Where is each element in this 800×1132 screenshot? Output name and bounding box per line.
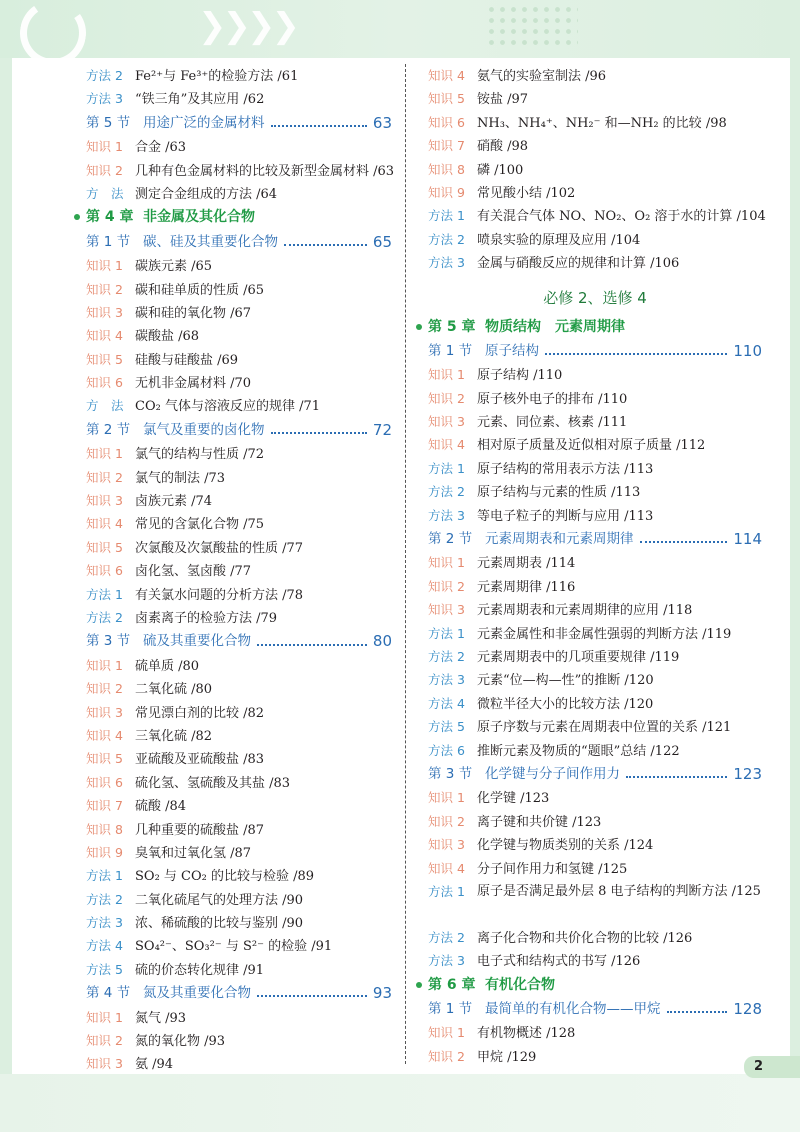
leader-dots <box>626 776 727 778</box>
item-label: 方法 1 <box>428 208 465 224</box>
item-label: 方法 3 <box>428 672 465 688</box>
toc-section[interactable] <box>428 339 762 363</box>
item-text: 元素周期表 /114 <box>477 556 576 572</box>
toc-item[interactable] <box>428 433 762 456</box>
item-text: 常见酸小结 /102 <box>477 185 576 201</box>
section-page: 63 <box>372 113 392 132</box>
item-text: 碳和硅单质的性质 /65 <box>135 282 265 298</box>
toc-item[interactable] <box>86 606 392 629</box>
item-text: 化学键与物质类别的关系 /124 <box>477 838 654 854</box>
toc-item[interactable] <box>86 254 392 277</box>
item-text: 氯气的制法 /73 <box>135 470 226 486</box>
part-heading: 必修 2、选修 4 <box>543 288 647 307</box>
item-text: 离子化合物和共价化合物的比较 /126 <box>477 930 693 946</box>
toc-item[interactable] <box>86 1052 392 1075</box>
item-label: 方法 3 <box>428 953 465 969</box>
toc-item[interactable] <box>86 654 392 677</box>
item-label: 知识 4 <box>428 437 465 453</box>
item-text: 元素、同位素、核素 /111 <box>477 415 628 431</box>
section-page: 93 <box>372 984 392 1003</box>
item-label: 知识 3 <box>428 602 465 618</box>
toc-item[interactable] <box>86 818 392 841</box>
toc-item[interactable] <box>428 87 762 110</box>
item-label: 知识 1 <box>428 1025 465 1041</box>
item-text: 卤化氢、氢卤酸 /77 <box>135 564 252 580</box>
toc-item[interactable] <box>86 394 392 417</box>
item-text: 卤素离子的检验方法 /79 <box>135 610 278 626</box>
toc-item[interactable] <box>86 1006 392 1029</box>
toc-item[interactable] <box>86 536 392 559</box>
chapter-number: 第 5 章 <box>428 318 476 335</box>
chapter-number: 第 4 章 <box>86 209 134 226</box>
section-title: 原子结构 <box>485 342 539 359</box>
leader-dots <box>271 432 367 434</box>
item-label: 方法 5 <box>86 961 123 977</box>
bottom-border <box>0 1074 800 1132</box>
toc-item[interactable] <box>86 864 392 887</box>
column-divider <box>405 64 406 1064</box>
item-label: 方法 3 <box>86 915 123 931</box>
toc-item[interactable] <box>428 457 762 480</box>
item-text: 硫化氢、氢硫酸及其盐 /83 <box>135 775 291 791</box>
leader-dots <box>271 125 367 127</box>
toc-item[interactable] <box>86 64 392 87</box>
toc-item[interactable] <box>428 1045 762 1068</box>
toc-section[interactable] <box>428 997 762 1021</box>
item-text: 原子结构的常用表示方法 /113 <box>477 461 654 477</box>
toc-section[interactable] <box>86 981 392 1005</box>
item-label: 知识 7 <box>428 138 465 154</box>
toc-item[interactable] <box>428 204 766 227</box>
item-text: 有关氯水问题的分析方法 /78 <box>135 587 304 603</box>
item-text: 三氧化硫 /82 <box>135 728 213 744</box>
item-label: 知识 5 <box>86 539 123 555</box>
item-label: 方法 3 <box>428 255 465 271</box>
toc-item[interactable] <box>428 363 762 386</box>
toc-item[interactable] <box>86 559 392 582</box>
item-label: 知识 1 <box>428 555 465 571</box>
toc-left-column <box>86 64 395 1076</box>
toc-item[interactable] <box>86 348 392 371</box>
toc-section[interactable] <box>86 230 392 254</box>
item-label: 方法 2 <box>86 609 123 625</box>
item-text: 常见的含氯化合物 /75 <box>135 517 265 533</box>
item-text: 元素周期表中的几项重要规律 /119 <box>477 649 680 665</box>
item-label: 知识 2 <box>428 1048 465 1064</box>
toc-item[interactable] <box>86 701 392 724</box>
toc-item[interactable] <box>428 598 762 621</box>
toc-item[interactable] <box>86 794 392 817</box>
item-text: 有关混合气体 NO、NO₂、O₂ 溶于水的计算 /104 <box>477 209 766 225</box>
section-page: 123 <box>733 764 762 783</box>
item-text: 二氧化硫尾气的处理方法 /90 <box>135 892 304 908</box>
section-page: 80 <box>372 632 392 651</box>
leader-dots <box>257 995 367 997</box>
toc-item[interactable] <box>86 911 392 934</box>
item-text: Fe²⁺与 Fe³⁺的检验方法 /61 <box>135 69 299 84</box>
chapter-number: 第 6 章 <box>428 976 476 993</box>
section-page: 128 <box>733 1000 762 1019</box>
section-title: 用途广泛的金属材料 <box>143 114 265 131</box>
item-label: 知识 1 <box>428 367 465 383</box>
toc-item[interactable] <box>428 134 762 157</box>
toc-item[interactable] <box>86 489 392 512</box>
item-text: 硝酸 /98 <box>477 139 529 155</box>
toc-item[interactable] <box>86 583 392 606</box>
item-label: 知识 1 <box>86 258 123 274</box>
item-text: 二氧化硫 /80 <box>135 682 213 698</box>
item-label: 知识 4 <box>86 727 123 743</box>
toc-section[interactable] <box>86 111 392 135</box>
section-title: 化学键与分子间作用力 <box>485 765 620 782</box>
item-text: 硅酸与硅酸盐 /69 <box>135 352 239 368</box>
item-label: 知识 5 <box>428 91 465 107</box>
item-text: 离子键和共价键 /123 <box>477 814 602 830</box>
item-label: 知识 6 <box>428 114 465 130</box>
item-text: 臭氧和过氧化氢 /87 <box>135 845 252 861</box>
item-text: 原子序数与元素在周期表中位置的关系 /121 <box>477 720 732 736</box>
toc-item[interactable] <box>86 87 392 110</box>
item-text: 氯气的结构与性质 /72 <box>135 447 265 463</box>
toc-item[interactable] <box>428 668 762 691</box>
item-label: 方法 1 <box>428 460 465 476</box>
item-label: 知识 7 <box>86 798 123 814</box>
toc-right-column <box>428 64 766 1068</box>
item-label: 知识 2 <box>86 469 123 485</box>
item-label: 方 法 <box>86 398 124 414</box>
toc-item[interactable] <box>428 551 762 574</box>
section-title: 硫及其重要化合物 <box>143 633 251 650</box>
item-text: 碳和硅的氧化物 /67 <box>135 305 252 321</box>
item-text: 氮气 /93 <box>135 1010 187 1026</box>
section-number: 第 1 节 <box>86 233 131 250</box>
toc-item[interactable] <box>86 182 392 205</box>
section-number: 第 1 节 <box>428 1001 473 1018</box>
item-label: 知识 9 <box>428 184 465 200</box>
item-label: 知识 3 <box>428 837 465 853</box>
toc-item[interactable] <box>86 324 392 347</box>
toc-item[interactable] <box>86 371 392 394</box>
toc-item[interactable] <box>86 958 392 981</box>
item-text: 元素“位—构—性”的推断 /120 <box>477 673 654 689</box>
item-label: 知识 1 <box>428 790 465 806</box>
toc-item[interactable] <box>428 575 762 598</box>
decorative-chevrons: ❯❯❯❯ <box>198 6 296 46</box>
item-label: 知识 4 <box>86 328 123 344</box>
item-text: 甲烷 /129 <box>477 1049 537 1065</box>
item-text: 碳酸盐 /68 <box>135 329 200 345</box>
toc-item[interactable] <box>86 888 392 911</box>
item-text: 有机物概述 /128 <box>477 1026 576 1042</box>
item-text: 磷 /100 <box>477 162 524 178</box>
item-label: 方法 2 <box>428 648 465 664</box>
item-text: 无机非金属材料 /70 <box>135 376 252 392</box>
left-border <box>0 58 12 1074</box>
section-number: 第 2 节 <box>428 531 473 548</box>
item-label: 方 法 <box>86 185 124 201</box>
item-text: 元素金属性和非金属性强弱的判断方法 /119 <box>477 626 732 642</box>
toc-item[interactable] <box>86 1029 392 1052</box>
toc-item[interactable] <box>86 724 392 747</box>
item-label: 知识 2 <box>86 681 123 697</box>
toc-item[interactable] <box>86 841 392 864</box>
section-title: 最简单的有机化合物——甲烷 <box>485 1001 661 1018</box>
item-text: 元素周期律 /116 <box>477 579 576 595</box>
item-label: 知识 3 <box>428 414 465 430</box>
item-label: 知识 6 <box>86 563 123 579</box>
item-label: 方法 6 <box>428 742 465 758</box>
item-text: 浓、稀硫酸的比较与鉴别 /90 <box>135 916 304 932</box>
item-label: 知识 2 <box>428 813 465 829</box>
toc-item[interactable] <box>428 949 762 972</box>
toc-item[interactable] <box>428 158 762 181</box>
item-text: 硫单质 /80 <box>135 658 200 674</box>
toc-section[interactable] <box>86 629 392 653</box>
toc-item[interactable] <box>428 739 762 762</box>
item-text: SO₂ 与 CO₂ 的比较与检验 /89 <box>135 869 315 885</box>
item-label: 方法 1 <box>428 883 465 899</box>
toc-item[interactable] <box>428 715 762 738</box>
toc-item[interactable] <box>86 278 392 301</box>
toc-item[interactable] <box>86 747 392 770</box>
item-text: 相对原子质量及近似相对原子质量 /112 <box>477 438 706 454</box>
section-title: 碳、硅及其重要化合物 <box>143 233 278 250</box>
section-page: 110 <box>733 341 762 360</box>
item-text: 氮的氧化物 /93 <box>135 1034 226 1050</box>
item-label: 知识 8 <box>428 161 465 177</box>
toc-item[interactable] <box>428 387 762 410</box>
item-label: 知识 1 <box>86 657 123 673</box>
toc-item[interactable] <box>428 480 762 503</box>
item-label: 方法 2 <box>428 231 465 247</box>
item-label: 知识 2 <box>86 162 123 178</box>
toc-item[interactable] <box>428 251 762 274</box>
toc-section[interactable] <box>86 418 392 442</box>
bullet-icon <box>416 982 422 988</box>
item-text: 几种有色金属材料的比较及新型金属材料 /63 <box>135 163 395 179</box>
item-text: 氨 /94 <box>135 1057 174 1073</box>
item-text: 微粒半径大小的比较方法 /120 <box>477 696 654 712</box>
item-label: 方法 2 <box>428 929 465 945</box>
item-text: 常见漂白剂的比较 /82 <box>135 705 265 721</box>
section-title: 氮及其重要化合物 <box>143 985 251 1002</box>
item-text: 测定合金组成的方法 /64 <box>135 186 278 202</box>
toc-chapter[interactable] <box>428 973 762 997</box>
item-label: 知识 8 <box>86 821 123 837</box>
section-title: 氯气及重要的卤化物 <box>143 421 265 438</box>
section-page: 72 <box>372 420 392 439</box>
item-label: 方法 4 <box>428 695 465 711</box>
item-label: 知识 2 <box>86 1033 123 1049</box>
toc-item[interactable] <box>86 677 392 700</box>
item-label: 知识 6 <box>86 774 123 790</box>
section-page: 65 <box>372 232 392 251</box>
leader-dots <box>284 244 367 246</box>
item-text: 硫的价态转化规律 /91 <box>135 962 265 978</box>
item-label: 方法 5 <box>428 719 465 735</box>
item-label: 知识 3 <box>86 704 123 720</box>
section-number: 第 3 节 <box>86 633 131 650</box>
section-number: 第 1 节 <box>428 342 473 359</box>
item-text: 等电子粒子的判断与应用 /113 <box>477 508 654 524</box>
item-label: 知识 3 <box>86 1056 123 1072</box>
item-label: 方法 3 <box>428 507 465 523</box>
toc-item[interactable] <box>428 810 762 833</box>
leader-dots <box>545 353 727 355</box>
item-label: 知识 1 <box>86 139 123 155</box>
item-text: 氨气的实验室制法 /96 <box>477 69 607 84</box>
item-label: 知识 2 <box>428 578 465 594</box>
toc-item[interactable] <box>428 926 762 949</box>
toc-item[interactable] <box>428 622 762 645</box>
toc-chapter[interactable] <box>428 315 762 339</box>
item-text: 推断元素及物质的“题眼”总结 /122 <box>477 743 680 759</box>
section-number: 第 5 节 <box>86 114 131 131</box>
item-label: 知识 3 <box>86 304 123 320</box>
toc-item[interactable] <box>428 833 762 856</box>
toc-chapter[interactable] <box>86 205 392 229</box>
item-text: 合金 /63 <box>135 140 187 156</box>
item-label: 知识 9 <box>86 844 123 860</box>
item-text: “铁三角”及其应用 /62 <box>135 92 265 108</box>
chapter-title: 物质结构 元素周期律 <box>485 318 625 335</box>
item-label: 方法 2 <box>86 68 123 83</box>
toc-item[interactable] <box>428 228 762 251</box>
toc-item[interactable] <box>428 111 762 134</box>
item-text: 原子是否满足最外层 8 电子结构的判断方法 /125 <box>477 883 761 899</box>
item-label: 方法 1 <box>428 625 465 641</box>
item-text: 铵盐 /97 <box>477 92 529 108</box>
section-title: 元素周期表和元素周期律 <box>485 531 634 548</box>
top-banner <box>0 0 800 58</box>
item-label: 知识 4 <box>86 516 123 532</box>
right-border <box>790 58 800 1074</box>
toc-item[interactable] <box>86 301 392 324</box>
item-text: 原子结构与元素的性质 /113 <box>477 485 641 501</box>
item-label: 知识 2 <box>428 390 465 406</box>
item-text: 化学键 /123 <box>477 791 550 807</box>
item-label: 方法 1 <box>86 586 123 602</box>
item-label: 知识 2 <box>86 281 123 297</box>
item-text: CO₂ 气体与溶液反应的规律 /71 <box>135 399 321 415</box>
leader-dots <box>640 541 728 543</box>
item-text: 碳族元素 /65 <box>135 259 213 275</box>
toc-item[interactable] <box>428 64 762 87</box>
bullet-icon <box>416 324 422 330</box>
page-number: 2 <box>744 1056 800 1078</box>
toc-item[interactable] <box>86 442 392 465</box>
toc-item[interactable] <box>428 181 762 204</box>
item-text: 硫酸 /84 <box>135 799 187 815</box>
item-label: 方法 2 <box>428 484 465 500</box>
toc-item[interactable] <box>428 1021 762 1044</box>
chapter-title: 非金属及其化合物 <box>143 209 255 226</box>
item-label: 方法 4 <box>86 938 123 954</box>
toc-item[interactable] <box>86 159 395 182</box>
toc-item[interactable] <box>428 857 762 880</box>
toc-section[interactable] <box>428 762 762 786</box>
toc-item[interactable] <box>86 934 392 957</box>
toc-item[interactable] <box>428 645 762 668</box>
toc-item[interactable] <box>428 786 762 809</box>
item-text: 电子式和结构式的书写 /126 <box>477 954 641 970</box>
section-number: 第 4 节 <box>86 985 131 1002</box>
item-label: 方法 1 <box>86 868 123 884</box>
decorative-dot-grid <box>486 4 578 48</box>
item-text: 原子核外电子的排布 /110 <box>477 391 628 407</box>
item-text: 分子间作用力和氢键 /125 <box>477 861 628 877</box>
item-text: 次氯酸及次氯酸盐的性质 /77 <box>135 540 304 556</box>
item-label: 方法 2 <box>86 891 123 907</box>
item-text: 几种重要的硫酸盐 /87 <box>135 822 265 838</box>
chapter-title: 有机化合物 <box>485 976 555 993</box>
toc-item[interactable] <box>428 410 762 433</box>
toc-item[interactable] <box>86 512 392 535</box>
item-label: 知识 3 <box>86 493 123 509</box>
item-label: 知识 5 <box>86 351 123 367</box>
section-number: 第 3 节 <box>428 765 473 782</box>
item-label: 知识 4 <box>428 860 465 876</box>
item-label: 知识 1 <box>86 1009 123 1025</box>
item-text: 喷泉实验的原理及应用 /104 <box>477 232 641 248</box>
toc-item[interactable] <box>86 135 392 158</box>
leader-dots <box>667 1011 728 1013</box>
item-text: 金属与硝酸反应的规律和计算 /106 <box>477 256 680 272</box>
item-label: 方法 3 <box>86 91 123 107</box>
toc-item[interactable] <box>428 504 762 527</box>
item-text: 亚硫酸及亚硫酸盐 /83 <box>135 752 265 768</box>
item-label: 知识 6 <box>86 375 123 391</box>
leader-dots <box>257 644 367 646</box>
toc-section[interactable] <box>428 527 762 551</box>
toc-item[interactable] <box>428 880 762 926</box>
item-text: 卤族元素 /74 <box>135 494 213 510</box>
toc-item[interactable] <box>86 466 392 489</box>
item-label: 知识 4 <box>428 68 465 83</box>
toc-item[interactable] <box>428 692 762 715</box>
section-number: 第 2 节 <box>86 421 131 438</box>
item-text: NH₃、NH₄⁺、NH₂⁻ 和—NH₂ 的比较 /98 <box>477 115 727 131</box>
item-label: 知识 1 <box>86 446 123 462</box>
section-page: 114 <box>733 530 762 549</box>
toc-item[interactable] <box>86 771 392 794</box>
item-text: 原子结构 /110 <box>477 368 563 384</box>
item-label: 知识 5 <box>86 751 123 767</box>
item-text: SO₄²⁻、SO₃²⁻ 与 S²⁻ 的检验 /91 <box>135 939 333 955</box>
item-text: 元素周期表和元素周期律的应用 /118 <box>477 603 693 619</box>
